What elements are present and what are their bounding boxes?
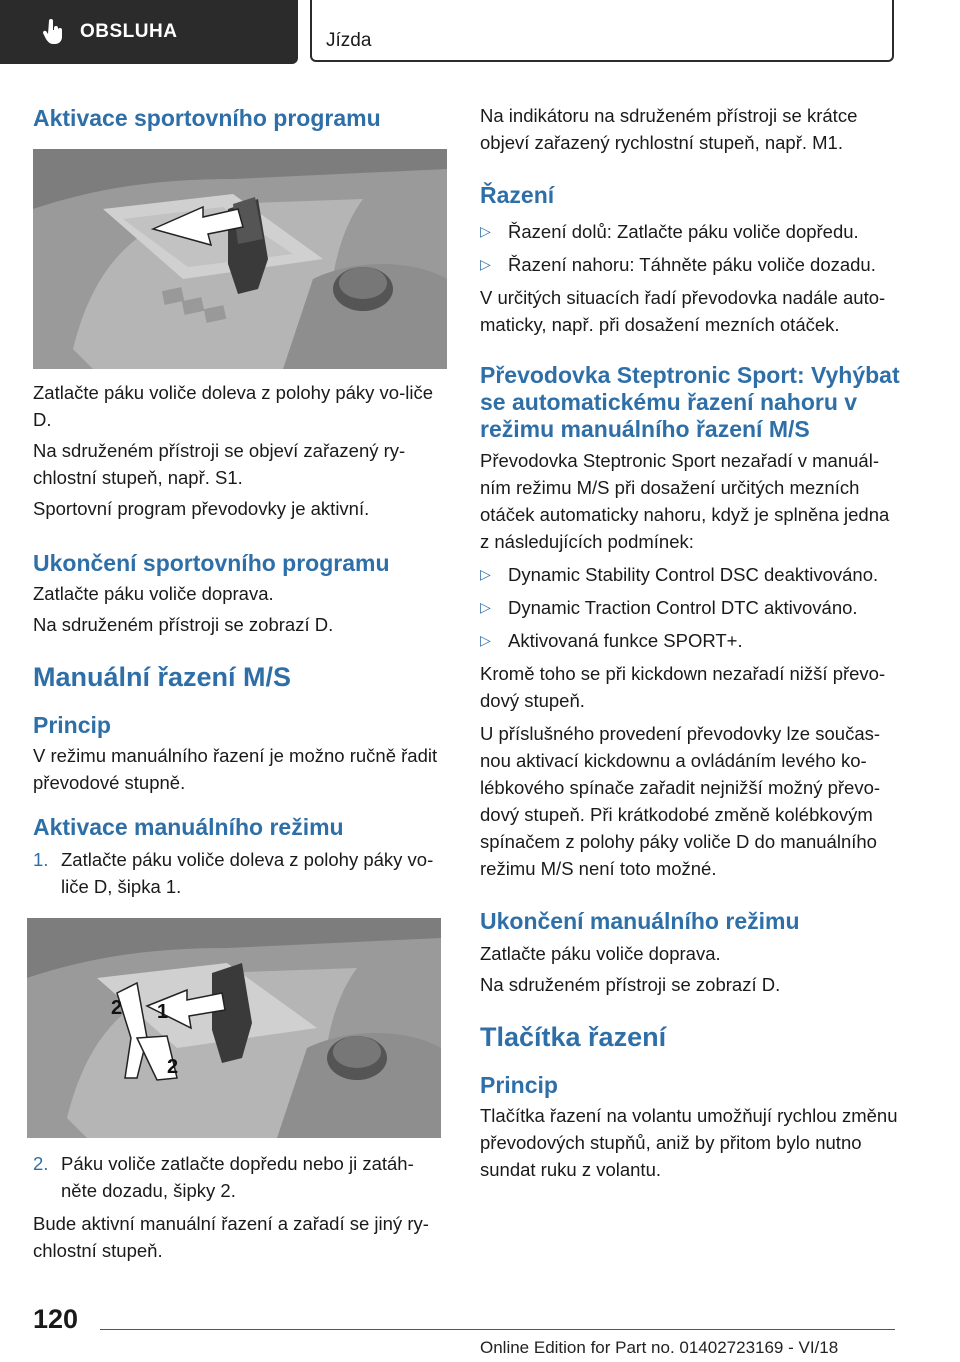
bullet-dtc (480, 594, 900, 621)
step-2-number: 2. (33, 1153, 49, 1174)
heading-sport-activate: Aktivace sportovního programu (33, 105, 381, 131)
steptronic-p1: Převodovka Steptronic Sport nezařadí v manuál-ním režimu M/S při dosažení určitých mezních otáček automaticky nahoru, když je splněna jedna z následujících podmínek: (480, 450, 890, 552)
step-2-text: Páku voliče zatlačte dopředu nebo ji zatáh-něte dozadu, šipky 2. (61, 1153, 414, 1201)
bullet-shift-up-text: Řazení nahoru: Táhněte páku voliče dozadu. (508, 254, 876, 275)
step-2 (33, 1150, 447, 1204)
triangle-bullet-icon: ▷ (480, 256, 491, 272)
section-tab-label: OBSLUHA (80, 21, 178, 42)
bullet-dsc-text: Dynamic Stability Control DSC deaktivováno. (508, 564, 879, 585)
heading-sport-end: Ukončení sportovního programu (33, 550, 390, 576)
end-manual-p1: Zatlačte páku voliče doprava. (480, 943, 721, 964)
fig-label-1: 1 (157, 1001, 169, 1023)
gear-selector-photo-2 (27, 918, 441, 1138)
bullet-shift-up (480, 251, 900, 278)
sport-p3: Sportovní program převodovky je aktivní. (33, 498, 370, 519)
page-header (0, 0, 960, 66)
step-1-number: 1. (33, 849, 49, 870)
page-number: 120 (33, 1304, 79, 1334)
heading-steptronic: Převodovka Steptronic Sport: Vyhýbat se automatickému řazení nahoru v režimu manuálního řazení M/S (480, 362, 900, 442)
fig-label-2b: 2 (167, 1056, 179, 1078)
heading-shift-buttons: Tlačítka řazení (480, 1022, 667, 1052)
end-manual-p2: Na sdruženém přístroji se zobrazí D. (480, 974, 781, 995)
end-sport-p1: Zatlačte páku voliče doprava. (33, 583, 274, 604)
bullet-dtc-text: Dynamic Traction Control DTC aktivováno. (508, 597, 858, 618)
buttons-p1: Tlačítka řazení na volantu umožňují rychlou změnu převodových stupňů, aniž by přitom bylo nutno sundat ruku z volantu. (480, 1105, 898, 1180)
gear-selector-photo-1 (33, 149, 447, 369)
bullet-shift-down (480, 218, 900, 245)
triangle-bullet-icon: ▷ (480, 223, 491, 239)
bullet-sport-plus-text: Aktivovaná funkce SPORT+. (508, 630, 743, 651)
section-tab[interactable] (0, 0, 298, 64)
princip-p1: V režimu manuálního řazení je možno ručně řadit převodové stupně. (33, 745, 438, 793)
fig-label-2a: 2 (111, 997, 123, 1019)
left-column (33, 100, 447, 1264)
chapter-tab[interactable] (310, 0, 894, 62)
shift-p2: V určitých situacích řadí převodovka nadále auto-maticky, např. při dosažení mezních otáček. (480, 287, 886, 335)
kickdown-p1: Kromě toho se při kickdown nezařadí nižší převo-dový stupeň. (480, 663, 886, 711)
chapter-tab-label: Jízda (326, 30, 372, 51)
heading-end-manual: Ukončení manuálního režimu (480, 908, 800, 934)
triangle-bullet-icon: ▷ (480, 566, 491, 582)
kickdown-p2: U příslušného provedení převodovky lze součas-nou aktivací kickdownu a ovládáním levého ko-lébkového spínače zařadit nejnižší možný převo-dový stupeň. Při krátkodobé změně kolébkovým spínačem z polohy páky voliče D do manuálního režimu M/S není toto možné. (480, 723, 881, 879)
bullet-shift-down-text: Řazení dolů: Zatlačte páku voliče dopředu. (508, 221, 859, 242)
manual-result: Bude aktivní manuální řazení a zařadí se jiný ry-chlostní stupeň. (33, 1213, 429, 1261)
sport-p1: Zatlačte páku voliče doleva z polohy páky vo-liče D. (33, 382, 434, 430)
heading-princip: Princip (33, 712, 111, 738)
sport-p2: Na sdruženém přístroji se objeví zařazený ry-chlostní stupeň, např. S1. (33, 440, 406, 488)
heading-shift: Řazení (480, 182, 555, 208)
triangle-bullet-icon: ▷ (480, 632, 491, 648)
step-1 (33, 846, 447, 900)
heading-princip-2: Princip (480, 1072, 558, 1098)
bullet-sport-plus (480, 627, 900, 654)
triangle-bullet-icon: ▷ (480, 599, 491, 615)
heading-manual: Manuální řazení M/S (33, 662, 292, 692)
bullet-dsc (480, 561, 900, 588)
end-sport-p2: Na sdruženém přístroji se zobrazí D. (33, 614, 334, 635)
indicator-p1: Na indikátoru na sdruženém přístroji se krátce objeví zařazený rychlostní stupeň, např. M1. (480, 105, 858, 153)
right-column (480, 100, 900, 1183)
hand-pointer-icon (40, 18, 66, 46)
footer-divider (100, 1329, 895, 1330)
heading-activate-manual: Aktivace manuálního režimu (33, 814, 344, 840)
step-1-text: Zatlačte páku voliče doleva z polohy páky vo-liče D, šipka 1. (61, 849, 434, 897)
edition-note: Online Edition for Part no. 01402723169 - VI/18 (480, 1338, 839, 1357)
